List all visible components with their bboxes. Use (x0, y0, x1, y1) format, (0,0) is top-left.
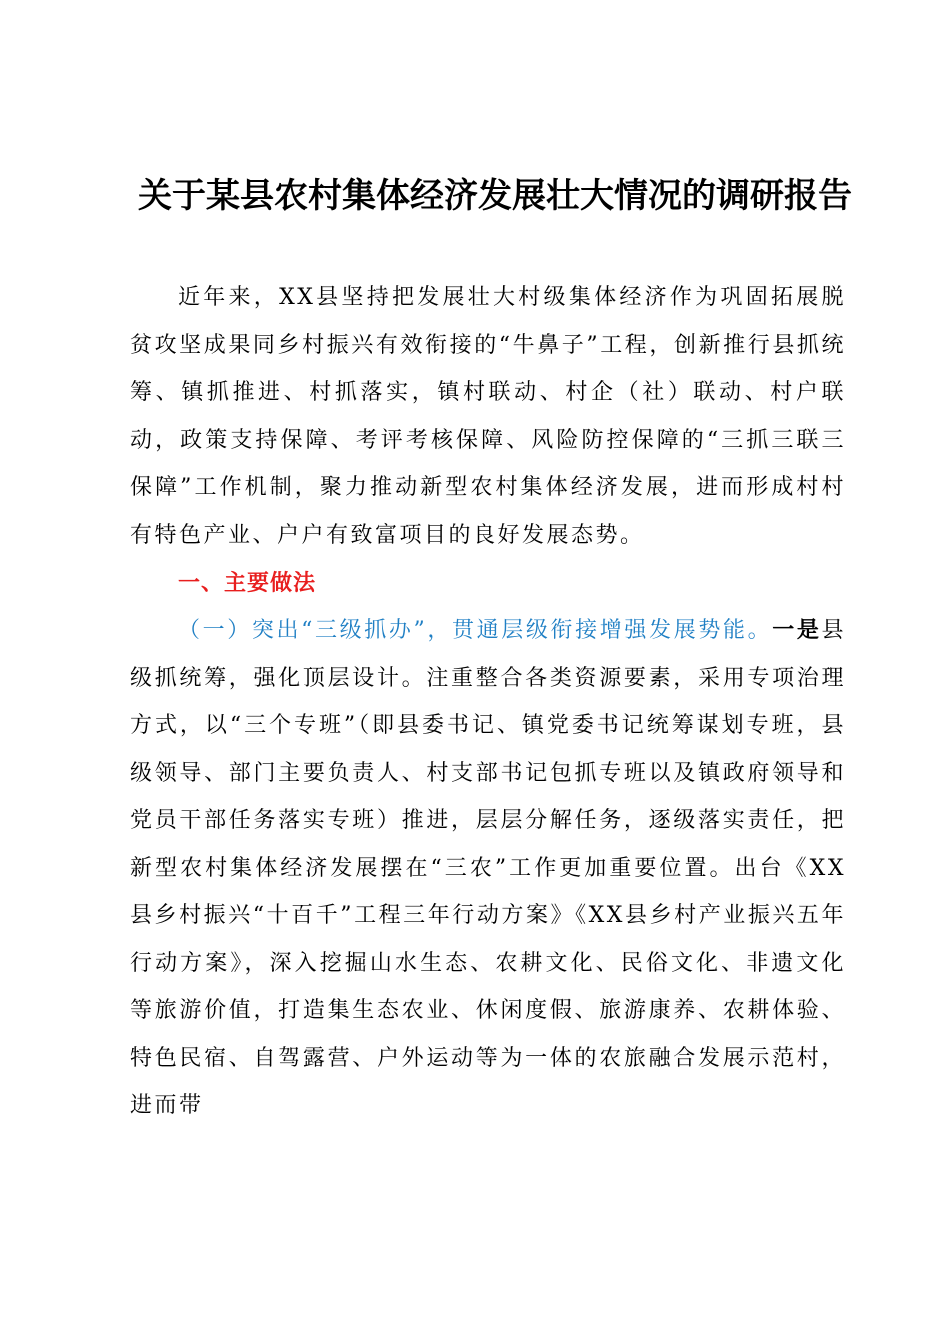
subsection-body-text: 县级抓统筹，强化顶层设计。注重整合各类资源要素，采用专项治理方式，以“三个专班”（即县委书记、镇党委书记统筹谋划专班，县级领导、部门主要负责人、村支部书记包抓专班以及镇政府领导和党员干部任务落实专班）推进，层层分解任务，逐级落实责任，把新型农村集体经济发展摆在“三农”工作更加重要位置。出台《XX县乡村振兴“十百千”工程三年行动方案》《XX县乡村产业振兴五年行动方案》，深入挖掘山水生态、农耕文化、民俗文化、非遗文化等旅游价值，打造集生态农业、休闲度假、旅游康养、农耕体验、特色民宿、自驾露营、户外运动等为一体的农旅融合发展示范村，进而带 (130, 618, 846, 1118)
intro-paragraph: 近年来，XX县坚持把发展壮大村级集体经济作为巩固拓展脱贫攻坚成果同乡村振兴有效衔接的“牛鼻子”工程，创新推行县抓统筹、镇抓推进、村抓落实，镇村联动、村企（社）联动、村户联动，政策支持保障、考评考核保障、风险防控保障的“三抓三联三保障”工作机制，聚力推动新型农村集体经济发展，进而形成村村有特色产业、户户有致富项目的良好发展态势。 (130, 285, 846, 548)
subsection-paragraph (130, 607, 846, 1130)
subsection-lead-marker: 一是 (772, 618, 822, 643)
document-title: 关于某县农村集体经济发展壮大情况的调研报告 (138, 176, 852, 216)
section-heading-main-practices: 一、主要做法 (178, 571, 317, 596)
subsection-heading: （一）突出“三级抓办”，贯通层级衔接增强发展势能。 (178, 618, 773, 643)
